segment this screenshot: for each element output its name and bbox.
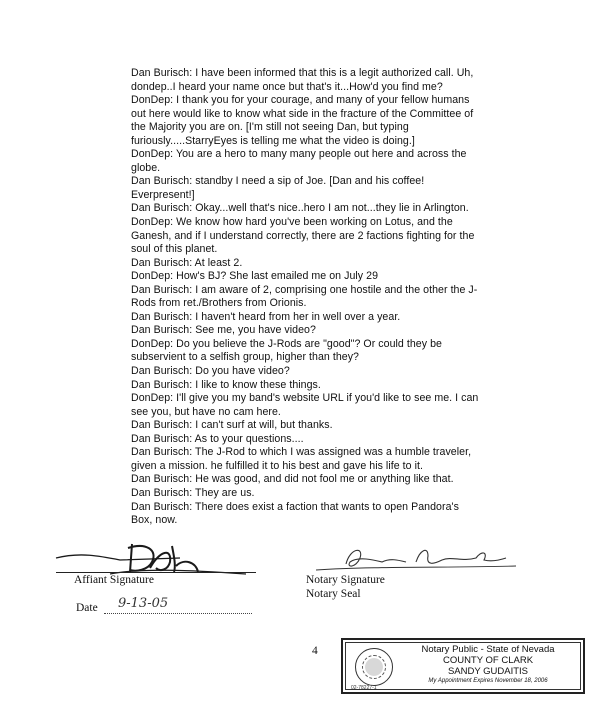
transcript-line: DonDep: We know how hard you've been working on Lotus, and the xyxy=(131,216,453,229)
transcript-line: Dan Burisch: I have been informed that this is a legit authorized call. Uh, xyxy=(131,67,474,79)
transcript-line: DonDep: I'll give you my band's website URL if you'd like to see me. I can xyxy=(131,392,479,405)
stamp-number: 02-78227-1 xyxy=(351,685,377,691)
chat-transcript xyxy=(131,67,541,528)
stamp-line-name: SANDY GUDAITIS xyxy=(447,666,529,677)
affiant-signature-label: Affiant Signature xyxy=(74,574,154,586)
transcript-line: Dan Burisch: As to your questions.... xyxy=(131,432,304,445)
transcript-line: Dan Burisch: There does exist a faction that wants to open Pandora's xyxy=(131,500,459,513)
transcript-line: DonDep: Do you believe the J-Rods are "good"? Or could they be xyxy=(131,337,442,350)
transcript-line: Dan Burisch: I am aware of 2, comprising one hostile and the other the J- xyxy=(131,283,478,296)
stamp-line-expiry: My Appointment Expires November 18, 2006 xyxy=(428,678,548,684)
date-label: Date xyxy=(76,602,98,614)
transcript-line: Rods from ret./Brothers from Orionis. xyxy=(131,297,307,310)
transcript-line: Dan Burisch: See me, you have video? xyxy=(131,324,316,337)
notary-signature xyxy=(316,540,516,574)
stamp-line-state: Notary Public - State of Nevada xyxy=(421,644,555,655)
transcript-line: DonDep: You are a hero to many many people out here and across the xyxy=(131,148,467,161)
state-seal-icon xyxy=(355,648,393,686)
transcript-line: Dan Burisch: The J-Rod to which I was assigned was a humble traveler, xyxy=(131,446,472,459)
transcript-line: Box, now. xyxy=(131,514,178,527)
transcript-line: soul of this planet. xyxy=(131,243,218,256)
transcript-line: DonDep: How's BJ? She last emailed me on July 29 xyxy=(131,270,379,283)
transcript-line: out here would like to know what side in the fracture of the Committee of xyxy=(131,107,474,120)
stamp-line-county: COUNTY OF CLARK xyxy=(442,655,534,666)
notary-seal-label: Notary Seal xyxy=(306,588,361,600)
notary-stamp-text xyxy=(395,644,581,686)
transcript-line: the Majority you are on. [I'm still not seeing Dan, but typing xyxy=(131,121,409,134)
transcript-line: Dan Burisch: I haven't heard from her in well over a year. xyxy=(131,310,401,323)
transcript-line: Dan Burisch: Okay...well that's nice..hero I am not...they lie in Arlington. xyxy=(131,202,469,215)
date-line xyxy=(104,613,252,614)
transcript-line: Dan Burisch: I can't surf at will, but thanks. xyxy=(131,419,333,432)
transcript-line: Ganesh, and if I understand correctly, there are 2 factions fighting for the xyxy=(131,229,475,242)
transcript-line: DonDep: I thank you for your courage, and many of your fellow humans xyxy=(131,94,470,107)
transcript-line: Dan Burisch: Do you have video? xyxy=(131,365,290,378)
transcript-line: furiously.....StarryEyes is telling me what the video is doing.] xyxy=(131,134,415,147)
transcript-line: globe. xyxy=(131,161,161,174)
transcript-line: given a mission. he fulfilled it to his best and gave his life to it. xyxy=(131,459,423,472)
transcript-line: Dan Burisch: I like to know these things. xyxy=(131,378,321,391)
transcript-line: subservient to a selfish group, higher than they? xyxy=(131,351,360,364)
transcript-line: see you, but have no cam here. xyxy=(131,405,281,418)
transcript-line: Dan Burisch: He was good, and did not fool me or anything like that. xyxy=(131,473,454,486)
transcript-line: Dan Burisch: At least 2. xyxy=(131,256,243,269)
date-value: 9-13-05 xyxy=(118,596,169,611)
notary-stamp xyxy=(341,638,585,694)
transcript-line: Dan Burisch: standby I need a sip of Joe. [Dan and his coffee! xyxy=(131,175,425,188)
transcript-line: Dan Burisch: They are us. xyxy=(131,486,255,499)
transcript-line: Everpresent!] xyxy=(131,188,195,201)
page-number: 4 xyxy=(312,645,318,657)
notary-signature-label: Notary Signature xyxy=(306,574,385,586)
affiant-signature-line xyxy=(56,572,256,573)
transcript-line: dondep..I heard your name once but that's it...How'd you find me? xyxy=(131,80,443,93)
